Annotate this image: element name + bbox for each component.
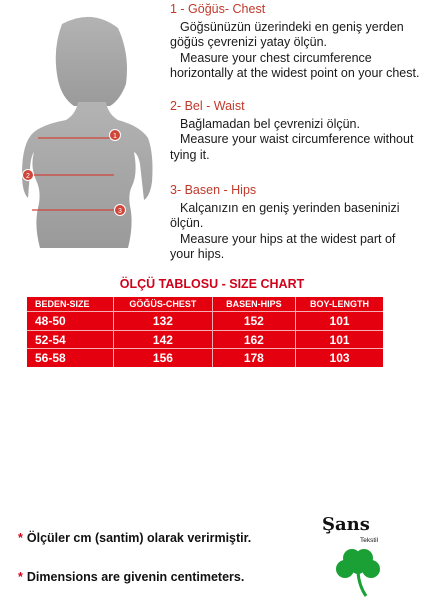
body-silhouette-figure	[22, 14, 162, 254]
waist-text-tr: Bağlamadan bel çevrenizi ölçün.	[180, 116, 360, 131]
table-header-row	[27, 297, 383, 312]
hips-text-tr: Kalçanızın en geniş yerinden baseninizi ölçün.	[170, 200, 400, 230]
chest-instructions	[170, 2, 420, 82]
column-header: BEDEN-SIZE	[35, 299, 90, 309]
chest-text-en: Measure your chest circumference horizontally at the widest point on your chest.	[170, 50, 420, 80]
size-chart-table	[27, 297, 383, 367]
table-cell: 48-50	[27, 312, 114, 331]
marker-chest: 1	[113, 133, 117, 140]
marker-hips: 3	[118, 208, 122, 215]
note-text: Dimensions are givenin centimeters.	[26, 570, 245, 584]
brand-subtitle: Tekstil	[360, 537, 379, 544]
clover-icon	[332, 544, 384, 598]
waist-heading: 2- Bel - Waist	[170, 99, 245, 113]
table-row	[27, 330, 383, 349]
note-units-tr	[18, 531, 251, 545]
table-row	[27, 312, 383, 331]
waist-instructions	[170, 99, 420, 163]
table-cell: 103	[296, 349, 383, 367]
hips-instructions	[170, 183, 420, 263]
table-cell: 101	[296, 330, 383, 349]
brand-logo	[316, 514, 396, 600]
table-row	[27, 349, 383, 367]
column-header: BOY-LENGTH	[296, 297, 383, 312]
hips-heading: 3- Basen - Hips	[170, 183, 257, 197]
hips-text-en: Measure your hips at the widest part of your hips.	[170, 231, 396, 261]
chest-heading: 1 - Göğüs- Chest	[170, 2, 266, 16]
table-cell: 142	[114, 330, 212, 349]
note-text: Ölçüler cm (santim) olarak verirmiştir.	[26, 531, 252, 545]
note-star: *	[18, 531, 23, 545]
table-cell: 162	[212, 330, 295, 349]
silhouette-icon	[22, 14, 162, 254]
table-cell: 156	[114, 349, 212, 367]
marker-waist: 2	[26, 173, 30, 180]
table-cell: 101	[296, 312, 383, 331]
note-units-en	[18, 570, 244, 584]
table-cell: 132	[114, 312, 212, 331]
table-cell: 152	[212, 312, 295, 331]
table-cell: 52-54	[27, 330, 114, 349]
note-star: *	[18, 570, 23, 584]
table-cell: 56-58	[27, 349, 114, 367]
column-header: BASEN-HIPS	[212, 297, 295, 312]
size-chart-title: ÖLÇÜ TABLOSU - SIZE CHART	[119, 277, 305, 291]
column-header: GÖĞÜS-CHEST	[114, 297, 212, 312]
chest-text-tr: Göğsünüzün üzerindeki en geniş yerden göğüs çevrenizi yatay ölçün.	[170, 19, 404, 49]
brand-name: Şans	[322, 514, 370, 535]
waist-text-en: Measure your waist circumference without tying it.	[170, 132, 414, 162]
table-cell: 178	[212, 349, 295, 367]
